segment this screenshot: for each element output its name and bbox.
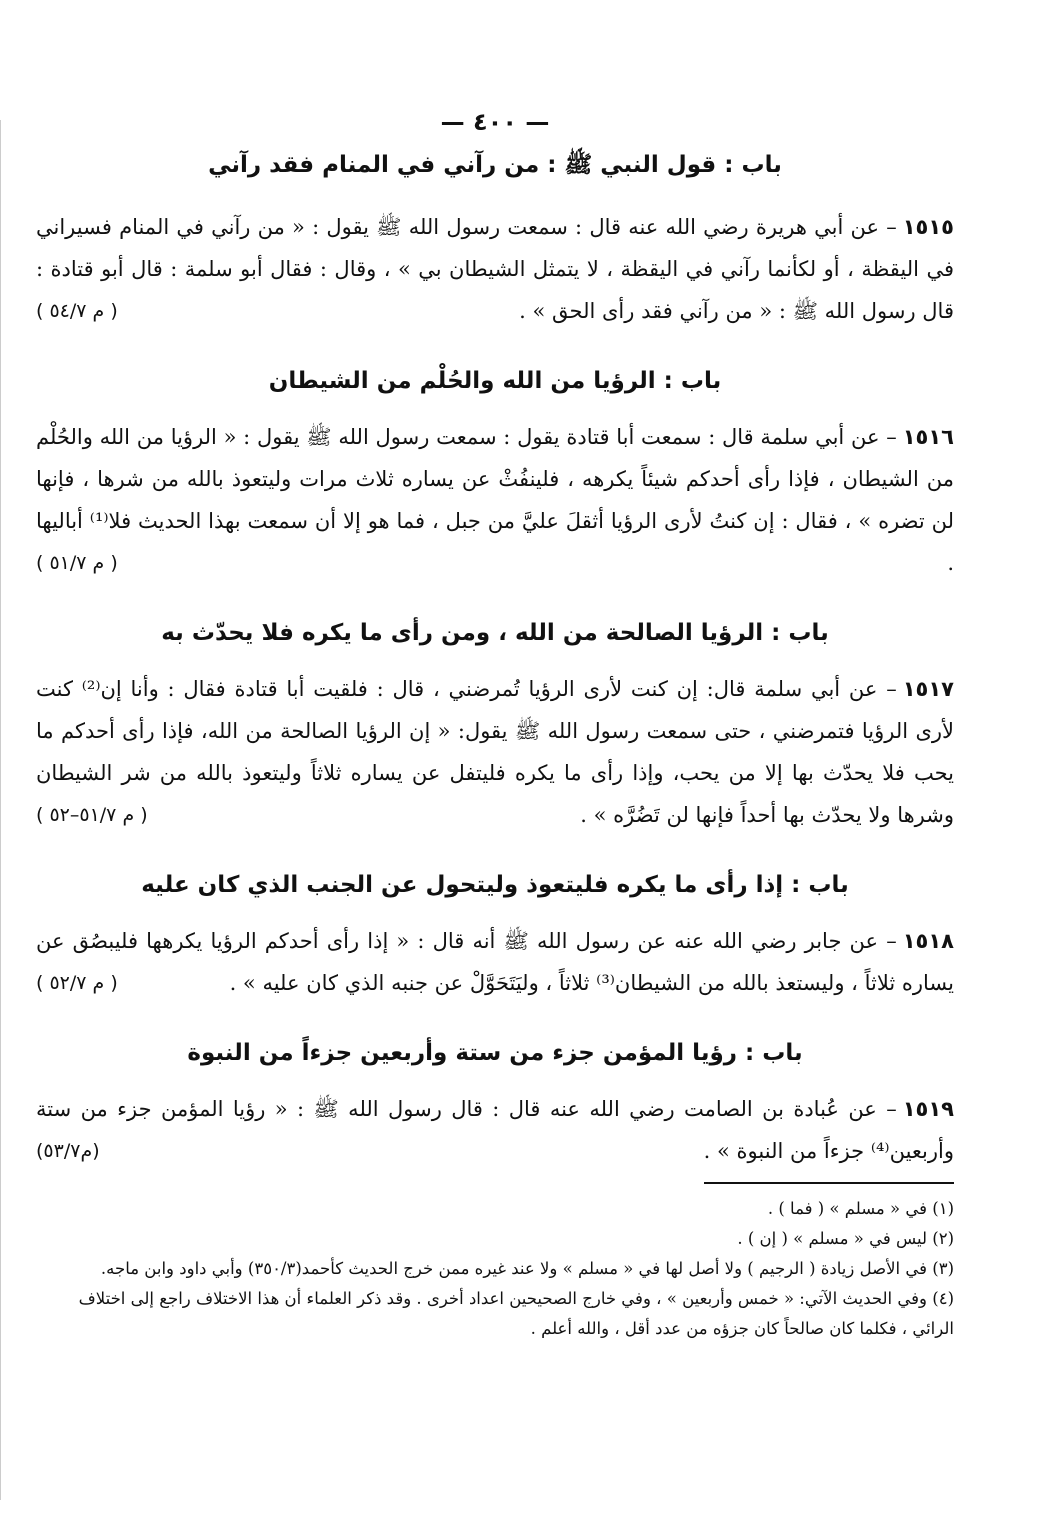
footnotes xyxy=(36,1194,954,1344)
section-1518 xyxy=(36,872,954,1004)
document-page xyxy=(36,108,954,1344)
source-reference: ( م ٥٢/٧ ) xyxy=(36,972,118,994)
hadith-text: – عن أبي سلمة قال : سمعت أبا قتادة يقول : سمعت رسول الله ﷺ يقول : « الرؤيا من الله والحُلْم من الشيطان ، فإذا رأى أحدكم شيئاً يكرهه ، فلينفُثْ عن يساره ثلاث مرات وليتعوذ بالله من شرها ، فإنها لن تضره » ، فقال : إن كنتُ لأرى الرؤيا أثقلَ عليَّ من جبل ، فما هو إلا أن سمعت بهذا الحديث فلا⁽¹⁾ أباليها . xyxy=(36,425,954,575)
source-reference: ( م ٥٤/٧ ) xyxy=(36,300,118,322)
chapter-heading: باب : إذا رأى ما يكره فليتعوذ وليتحول عن الجنب الذي كان عليه xyxy=(141,872,849,898)
footnote-1: (١) في « مسلم » ( فما ) . xyxy=(767,1199,954,1218)
footnote-divider xyxy=(704,1182,954,1184)
chapter-heading: باب : رؤيا المؤمن جزء من ستة وأربعين جزءاً من النبوة xyxy=(187,1040,803,1066)
hadith-number: ١٥١٥ xyxy=(902,215,954,239)
page-edge xyxy=(0,120,1,1500)
source-reference: ( م ٥١/٧–٥٢ ) xyxy=(36,804,148,826)
section-1515 xyxy=(36,150,954,332)
hadith-paragraph xyxy=(36,206,954,332)
hadith-number: ١٥١٧ xyxy=(902,677,954,701)
source-reference: ( م ٥١/٧ ) xyxy=(36,552,118,574)
section-1517 xyxy=(36,620,954,836)
footnote-4: (٤) وفي الحديث الآتي: « خمس وأربعين » ، وفي خارج الصحيحين اعداد أخرى . وقد ذكر العلماء أن هذا الاختلاف راجع إلى اختلاف الرائي ، فكلما كان صالحاً كان جزؤه من عدد أقل ، والله أعلم . xyxy=(78,1289,954,1338)
hadith-number: ١٥١٦ xyxy=(902,425,954,449)
hadith-text: – عن جابر رضي الله عنه عن رسول الله ﷺ أنه قال : « إذا رأى أحدكم الرؤيا يكرهها فليبصُق عن يساره ثلاثاً ، وليستعذ بالله من الشيطان⁽³⁾ ثلاثاً ، وليَتَحَوَّلْ عن جنبه الذي كان عليه » . xyxy=(36,929,954,995)
chapter-heading: باب : الرؤيا من الله والحُلْم من الشيطان xyxy=(268,368,722,394)
chapter-heading: باب : قول النبي ﷺ : من رآني في المنام فقد رآني xyxy=(208,152,782,178)
hadith-paragraph xyxy=(36,416,954,584)
hadith-paragraph xyxy=(36,1088,954,1172)
section-1519 xyxy=(36,1040,954,1172)
footnote-3: (٣) في الأصل زيادة ( الرجيم ) ولا أصل لها في « مسلم » ولا عند غيره ممن خرج الحديث كأحمد(٣٥٠/٣) وأبي داود وابن ماجه. xyxy=(100,1259,954,1278)
chapter-heading: باب : الرؤيا الصالحة من الله ، ومن رأى ما يكره فلا يحدّث به xyxy=(161,620,829,646)
hadith-paragraph xyxy=(36,668,954,836)
source-reference: (م٥٣/٧) xyxy=(36,1140,100,1162)
footnote-2: (٢) ليس في « مسلم » ( إن ) . xyxy=(737,1229,954,1248)
hadith-text: – عن أبي هريرة رضي الله عنه قال : سمعت رسول الله ﷺ يقول : « من رآني في المنام فسيراني في اليقظة ، أو لكأنما رآني في اليقظة ، لا يتمثل الشيطان بي » ، وقال : فقال أبو سلمة : قال أبو قتادة : قال رسول الله ﷺ : « من رآني فقد رأى الحق » . xyxy=(36,215,954,323)
page-number: — ٤٠٠ — xyxy=(440,108,550,136)
hadith-number: ١٥١٩ xyxy=(902,1097,954,1121)
hadith-text: – عن عُبادة بن الصامت رضي الله عنه قال : قال رسول الله ﷺ : « رؤيا المؤمن جزء من ستة وأربعين⁽⁴⁾ جزءاً من النبوة » . xyxy=(36,1097,954,1163)
hadith-paragraph xyxy=(36,920,954,1004)
hadith-number: ١٥١٨ xyxy=(902,929,954,953)
hadith-text: – عن أبي سلمة قال: إن كنت لأرى الرؤيا تُمرضني ، قال : فلقيت أبا قتادة فقال : وأنا إن⁽²⁾ كنت لأرى الرؤيا فتمرضني ، حتى سمعت رسول الله ﷺ يقول: « إن الرؤيا الصالحة من الله، فإذا رأى أحدكم ما يحب فلا يحدّث بها إلا من يحب، وإذا رأى ما يكره فليتفل عن يساره ثلاثاً وليتعوذ بالله من شر الشيطان وشرها ولا يحدّث بها أحداً فإنها لن تَضُرَّه » . xyxy=(36,677,954,827)
section-1516 xyxy=(36,368,954,584)
